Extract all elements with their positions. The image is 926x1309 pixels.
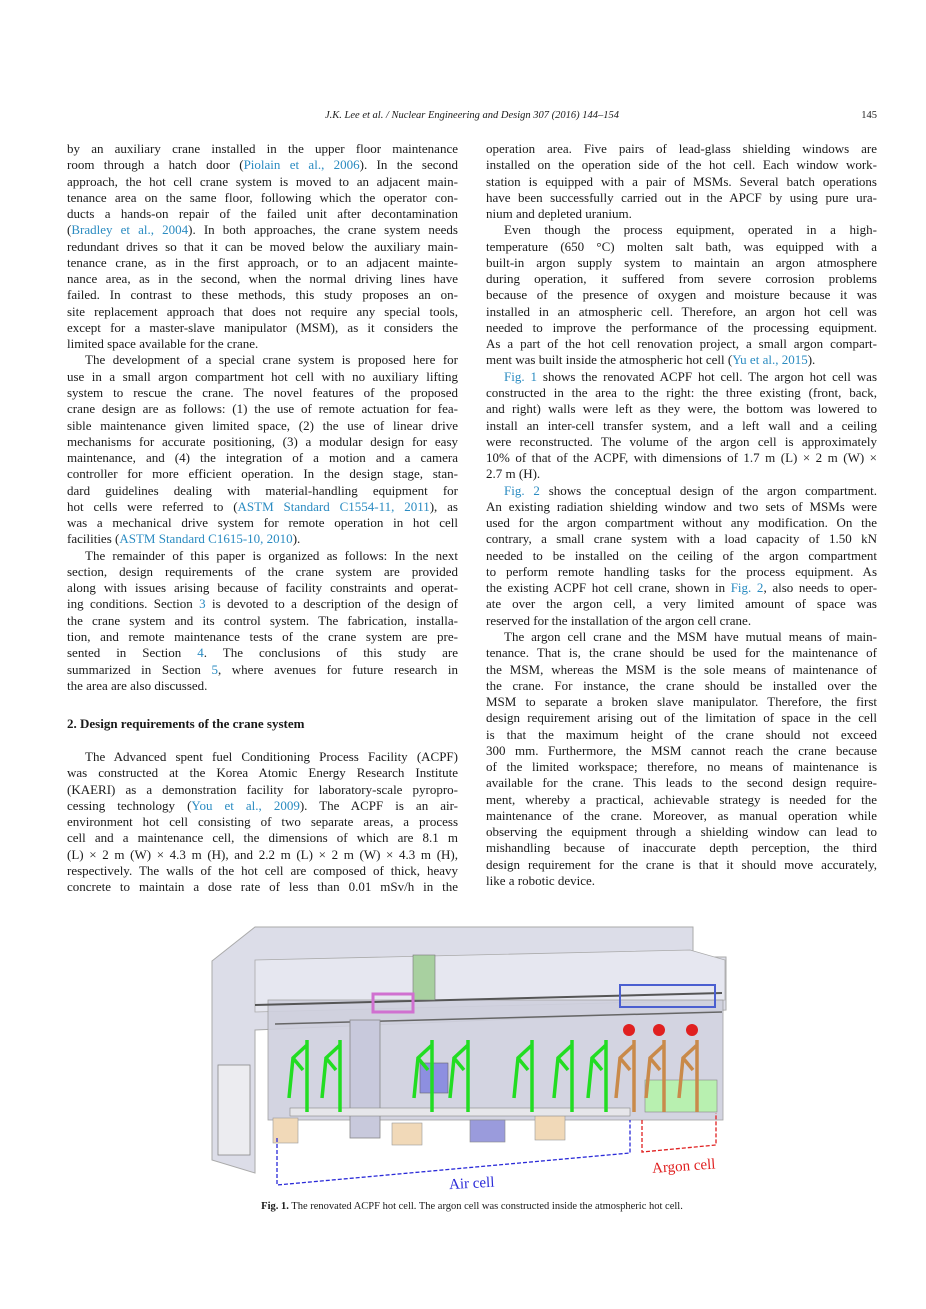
text-segment: (KAERI) as a demonstration facility for laboratory-scale pyropro- bbox=[67, 781, 458, 797]
text-segment: The development of a special crane system is proposed here for bbox=[85, 352, 458, 368]
section-heading: 2. Design requirements of the crane system bbox=[67, 716, 305, 731]
text-segment: installed in an atmospheric cell. Therefore, an argon hot cell was bbox=[486, 303, 877, 319]
text-segment: design requirement for the crane is that it should move accurately, bbox=[486, 856, 877, 872]
text-segment: As a part of the hot cell renovation project, a small argon compart- bbox=[486, 336, 877, 352]
text-segment: approach, the hot cell crane system is moved to an adjacent main- bbox=[67, 173, 458, 189]
argon-cell-label: Argon cell bbox=[651, 1156, 717, 1177]
caption-label: Fig. 1. bbox=[261, 1201, 289, 1212]
text-segment: Even though the process equipment, operated in a high- bbox=[504, 222, 877, 238]
text-segment: shows the conceptual design of the argon compartment. bbox=[539, 482, 878, 498]
text-segment: tenance. That is, the crane should be used for the maintenance of bbox=[486, 645, 877, 661]
text-segment: install an inter-cell transfer system, and a left wall and a ceiling bbox=[486, 417, 877, 433]
text-segment: failed. In contrast to these methods, this study proposes an on- bbox=[67, 287, 458, 303]
text-segment: hot cells were referred to ( bbox=[67, 498, 238, 514]
text-segment: except for a master-slave manipulator (MSM), as it considers the bbox=[67, 319, 458, 335]
journal-citation: J.K. Lee et al. / Nuclear Engineering and Design 307 (2016) 144–154 bbox=[325, 110, 619, 121]
text-segment: The remainder of this paper is organized as follows: In the next bbox=[85, 547, 458, 563]
text-segment: along with issues arising because of facility constraints and operat- bbox=[67, 580, 458, 596]
text-segment: operation area. Five pairs of lead-glass shielding windows are bbox=[486, 141, 877, 156]
text-segment: and right) walls were left as they were, the bottom was lowered to bbox=[486, 401, 877, 417]
text-segment: ing conditions. Section bbox=[67, 596, 200, 612]
text-segment: ), as bbox=[429, 498, 458, 514]
text-segment: nance area, as in the second, when the normal driving lines have bbox=[67, 271, 458, 287]
text-segment: The Advanced spent fuel Conditioning Process Facility (ACPF) bbox=[85, 749, 458, 764]
text-segment: was constructed at the Korea Atomic Energy Research Institute bbox=[67, 765, 458, 781]
citation-link[interactable]: Bradley et al., 2004 bbox=[71, 222, 189, 238]
citation-link[interactable]: You et al., 2009 bbox=[191, 797, 300, 813]
text-segment: crane design are as follows: (1) the use of remote actuation for fea- bbox=[67, 401, 458, 417]
text-segment: have been successfully carried out in the APCF by using pure ura- bbox=[486, 189, 877, 205]
figure-caption bbox=[0, 1201, 926, 1212]
text-segment: built-in argon supply system to maintain an argon atmosphere bbox=[486, 254, 877, 270]
text-segment: ( bbox=[67, 222, 72, 238]
text-segment: is devoted to a description of the design of bbox=[205, 596, 458, 612]
text-segment: observing the equipment through a shielding window can lead to bbox=[486, 824, 877, 840]
text-segment: maintenance of the crane. Moreover, as manual operation while bbox=[486, 807, 877, 823]
partition-wall bbox=[350, 1020, 380, 1138]
text-segment: facilities ( bbox=[67, 531, 120, 547]
text-segment: needed to improve the performance of the processing equipment. bbox=[486, 319, 877, 335]
text-segment: the crane. For instance, the crane should be installed over the bbox=[486, 677, 877, 693]
text-segment: contrary, a small crane system with a load capacity of 1.50 kN bbox=[486, 531, 877, 547]
citation-link[interactable]: Fig. 2 bbox=[730, 580, 764, 596]
text-segment: used for the argon compartment without any modification. On the bbox=[486, 515, 877, 531]
text-segment: like a robotic device. bbox=[486, 872, 596, 888]
text-segment: the MSM, whereas the MSM is the sole means of maintenance of bbox=[486, 661, 877, 677]
citation-link[interactable]: 3 bbox=[199, 596, 206, 612]
text-segment: during operation, it suffered from severe corrosion problems bbox=[486, 271, 877, 287]
text-segment: sented in Section bbox=[67, 645, 198, 661]
text-segment: system to rescue the crane. The novel features of the proposed bbox=[67, 384, 458, 400]
text-segment: because of the presence of oxygen and moisture because it was bbox=[486, 287, 877, 303]
text-segment: cell and a maintenance cell, the dimensions of which are 8.1 m bbox=[67, 830, 458, 846]
text-segment: environment hot cell consisting of two separate areas, a process bbox=[67, 814, 458, 830]
text-segment: ment was built inside the atmospheric hot cell ( bbox=[486, 352, 733, 368]
text-segment: of the limited workspace; therefore, no means of maintenance is bbox=[486, 759, 877, 775]
text-segment: to perform remote handling tasks for the process equipment. As bbox=[486, 563, 877, 579]
control-cabinet bbox=[218, 1065, 250, 1155]
text-segment: ment, whereby a practical, achievable strategy is needed for the bbox=[486, 791, 877, 807]
text-segment: the area are also discussed. bbox=[67, 677, 208, 693]
citation-link[interactable]: 4 bbox=[197, 645, 204, 661]
text-segment: The argon cell crane and the MSM have mutual means of main- bbox=[504, 628, 877, 644]
text-segment: ate over the argon cell, a very limited amount of space was bbox=[486, 596, 877, 612]
citation-link[interactable]: Piolain et al., 2006 bbox=[243, 157, 360, 173]
citation-link[interactable]: ASTM Standard C1615-10, 2010 bbox=[119, 531, 293, 547]
text-segment: ). The ACPF is an air- bbox=[299, 797, 458, 813]
text-segment: summarized in Section bbox=[67, 661, 212, 677]
text-segment: , also needs to oper- bbox=[763, 580, 878, 596]
text-segment: respectively. The walls of the hot cell are composed of thick, heavy bbox=[67, 862, 458, 878]
air-cell-bracket bbox=[277, 1120, 630, 1185]
text-segment: the crane system and its control system. The fabrication, installa- bbox=[67, 612, 458, 628]
green-panel bbox=[413, 955, 435, 1000]
text-segment: tenance crane, as in the first approach, or to an adjacent mainte- bbox=[67, 254, 458, 270]
text-segment: ). bbox=[807, 352, 816, 368]
text-segment: 300 mm. Furthermore, the MSM cannot reach the crane because bbox=[486, 742, 877, 758]
text-segment: maintenance, and (4) the integration of a motion and a camera bbox=[67, 450, 458, 466]
citation-link[interactable]: Fig. 1 bbox=[504, 368, 538, 384]
text-segment: mechanisms for accurate positioning, (3) a modular design for easy bbox=[67, 433, 458, 449]
citation-link[interactable]: ASTM Standard C1554-11, 2011 bbox=[237, 498, 430, 514]
text-segment: design requirement arising out of the limitation of space in the cell bbox=[486, 710, 877, 726]
caption-text: The renovated ACPF hot cell. The argon cell was constructed inside the atmospheric hot cell. bbox=[288, 1201, 683, 1212]
text-segment: dard guidelines dealing with material-handling equipment for bbox=[67, 482, 458, 498]
citation-link[interactable]: Fig. 2 bbox=[504, 482, 540, 498]
manipulator-joint-icon bbox=[623, 1024, 635, 1036]
manipulator-joint-icon bbox=[653, 1024, 665, 1036]
text-segment: 2.7 m (H). bbox=[486, 466, 541, 482]
text-segment: An existing radiation shielding window and two sets of MSMs were bbox=[486, 498, 877, 514]
text-segment: installed on the operation side of the hot cell. Each window work- bbox=[486, 157, 877, 173]
text-segment: cessing technology ( bbox=[67, 797, 192, 813]
air-cell-label: Air cell bbox=[448, 1174, 495, 1194]
text-segment: limited space available for the crane. bbox=[67, 336, 259, 352]
text-segment: needed to be installed on the ceiling of the argon compartment bbox=[486, 547, 877, 563]
text-segment: by an auxiliary crane installed in the upper floor maintenance bbox=[67, 141, 458, 156]
text-segment: site replacement approach that does not require any special tools, bbox=[67, 303, 458, 319]
text-segment: ducts a hands-on repair of the failed unit after decontamination bbox=[67, 206, 458, 222]
text-segment: ). In the second bbox=[359, 157, 458, 173]
text-segment: . The conclusions of this study are bbox=[203, 645, 458, 661]
text-segment: section, design requirements of the crane system are provided bbox=[67, 563, 458, 579]
text-segment: tion, and remote maintenance tests of the crane system are pre- bbox=[67, 628, 458, 644]
text-segment: station is equipped with a pair of MSMs. Several batch operations bbox=[486, 173, 877, 189]
text-segment: , where avenues for future research in bbox=[217, 661, 459, 677]
text-segment: were reconstructed. The volume of the argon cell is approximately bbox=[486, 433, 877, 449]
text-segment: tenance area on the same floor, following which the operator con- bbox=[67, 189, 458, 205]
text-segment: available for the crane. This leads to the second design require- bbox=[486, 775, 877, 791]
text-segment: concrete to maintain a dose rate of less than 0.01 mSv/h in the bbox=[67, 879, 458, 895]
text-segment: was a mechanical drive system for remote operation in hot cell bbox=[67, 515, 458, 531]
text-segment: redundant drives so that it can be moved below the auxiliary main- bbox=[67, 238, 458, 254]
manipulator-joint-icon bbox=[686, 1024, 698, 1036]
text-segment: (L) × 2 m (W) × 4.3 m (H), and 2.2 m (L) × 2 m (W) × 4.3 m (H), bbox=[67, 846, 458, 862]
text-segment: the existing ACPF hot cell crane, shown in bbox=[486, 580, 731, 596]
citation-link[interactable]: 5 bbox=[211, 661, 218, 677]
text-segment: is that the maximum height of the crane should not exceed bbox=[486, 726, 877, 742]
text-segment: 10% of that of the ACPF, with dimensions of 1.7 m (L) × 2 m (W) × bbox=[486, 450, 877, 466]
text-segment: controller for more efficient operation. In the design stage, stan- bbox=[67, 466, 458, 482]
text-segment: temperature (650 °C) molten salt bath, was equipped with a bbox=[486, 238, 877, 254]
page-number: 145 bbox=[861, 110, 877, 121]
text-segment: ). bbox=[292, 531, 301, 547]
text-segment: shows the renovated ACPF hot cell. The argon hot cell was bbox=[537, 368, 878, 384]
text-segment: nium and depleted uranium. bbox=[486, 206, 632, 222]
text-segment: mishandling because of inaccurate depth perception, the third bbox=[486, 840, 877, 856]
text-segment: reserved for the installation of the argon cell crane. bbox=[486, 612, 752, 628]
text-segment: sible maintenance given limited space, (2) the use of linear drive bbox=[67, 417, 458, 433]
text-segment: MSM to separate a broken slave manipulator. Therefore, the first bbox=[486, 694, 877, 710]
text-segment: constructed in the area to the right: the three existing (front, back, bbox=[486, 384, 877, 400]
citation-link[interactable]: Yu et al., 2015 bbox=[732, 352, 808, 368]
text-segment: use in a small argon compartment hot cell with no auxiliary lifting bbox=[67, 368, 458, 384]
text-segment: ). In both approaches, the crane system needs bbox=[188, 222, 458, 238]
text-segment: room through a hatch door ( bbox=[67, 157, 244, 173]
